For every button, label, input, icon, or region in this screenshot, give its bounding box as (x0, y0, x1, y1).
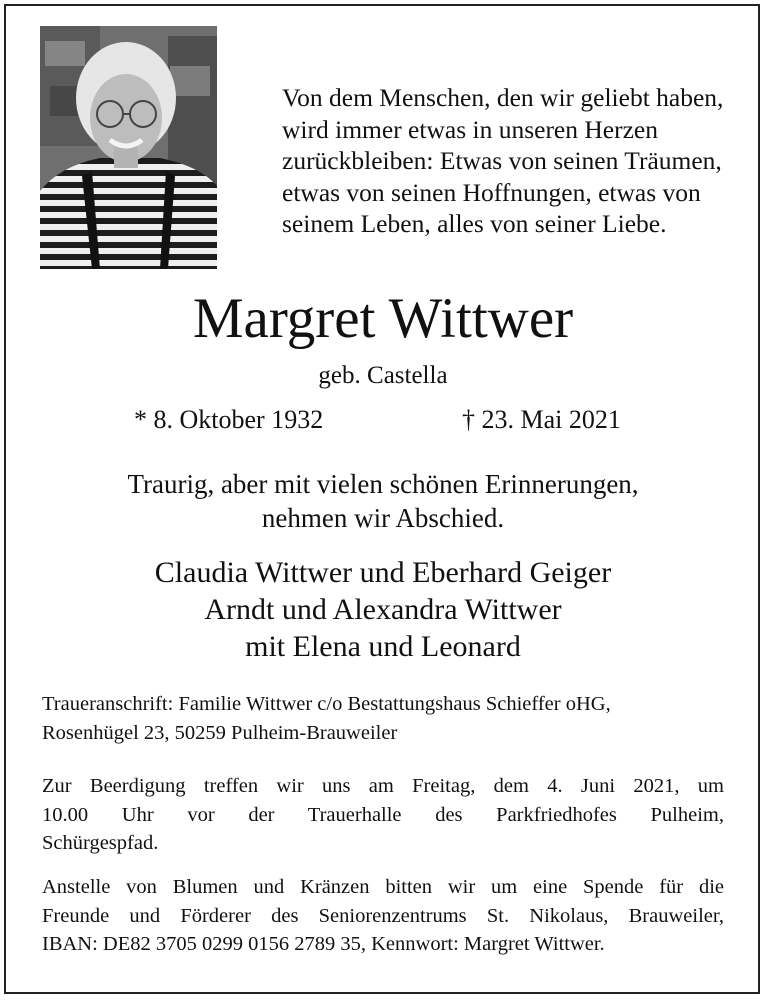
birth-name: geb. Castella (318, 362, 448, 389)
donation-line: Freunde und Förderer des Seniorenzentrums St. Nikolaus, Brauweiler, (42, 904, 724, 927)
mourning-address (42, 690, 724, 747)
mourner-line: Claudia Wittwer und Eberhard Geiger (154, 556, 612, 589)
quote-line: etwas von seinen Hoffnungen, etwas von (282, 177, 701, 207)
funeral-line: Schürgespfad. (42, 832, 159, 854)
donation-line: IBAN: DE82 3705 0299 0156 2789 35, Kennwort: Margret Wittwer. (42, 933, 605, 955)
donation-line: Anstelle von Blumen und Kränzen bitten wir um eine Spende für die (42, 876, 724, 898)
quote-line: zurückbleiben: Etwas von seinen Träumen, (282, 146, 722, 175)
funeral-line: Zur Beerdigung treffen wir uns am Freitag, dem 4. Juni 2021, um (42, 775, 724, 797)
mourner-line: mit Elena und Leonard (245, 630, 521, 663)
deceased-name: Margret Wittwer (192, 287, 574, 350)
farewell-line: Traurig, aber mit vielen schönen Erinnerungen, (127, 469, 639, 499)
quote-line: Von dem Menschen, den wir geliebt haben, (282, 83, 724, 112)
funeral-info (42, 772, 724, 858)
farewell-line: nehmen wir Abschied. (261, 503, 505, 533)
portrait-photo (40, 26, 217, 269)
donation-info (42, 873, 724, 959)
death-date: † 23. Mai 2021 (462, 405, 621, 434)
address-line: Traueranschrift: Familie Wittwer c/o Bestattungshaus Schieffer oHG, (42, 693, 611, 715)
birth-date: * 8. Oktober 1932 (134, 405, 324, 434)
farewell-text (0, 467, 766, 535)
mourners-list (0, 554, 766, 665)
quote-line: seinem Leben, alles von seiner Liebe. (282, 209, 667, 238)
quote-line: wird immer etwas in unseren Herzen (282, 114, 658, 144)
mourner-line: Arndt und Alexandra Wittwer (204, 593, 562, 626)
address-line: Rosenhügel 23, 50259 Pulheim-Brauweiler (42, 721, 398, 744)
funeral-line: 10.00 Uhr vor der Trauerhalle des Parkfriedhofes Pulheim, (42, 803, 724, 826)
memorial-quote (282, 82, 726, 240)
